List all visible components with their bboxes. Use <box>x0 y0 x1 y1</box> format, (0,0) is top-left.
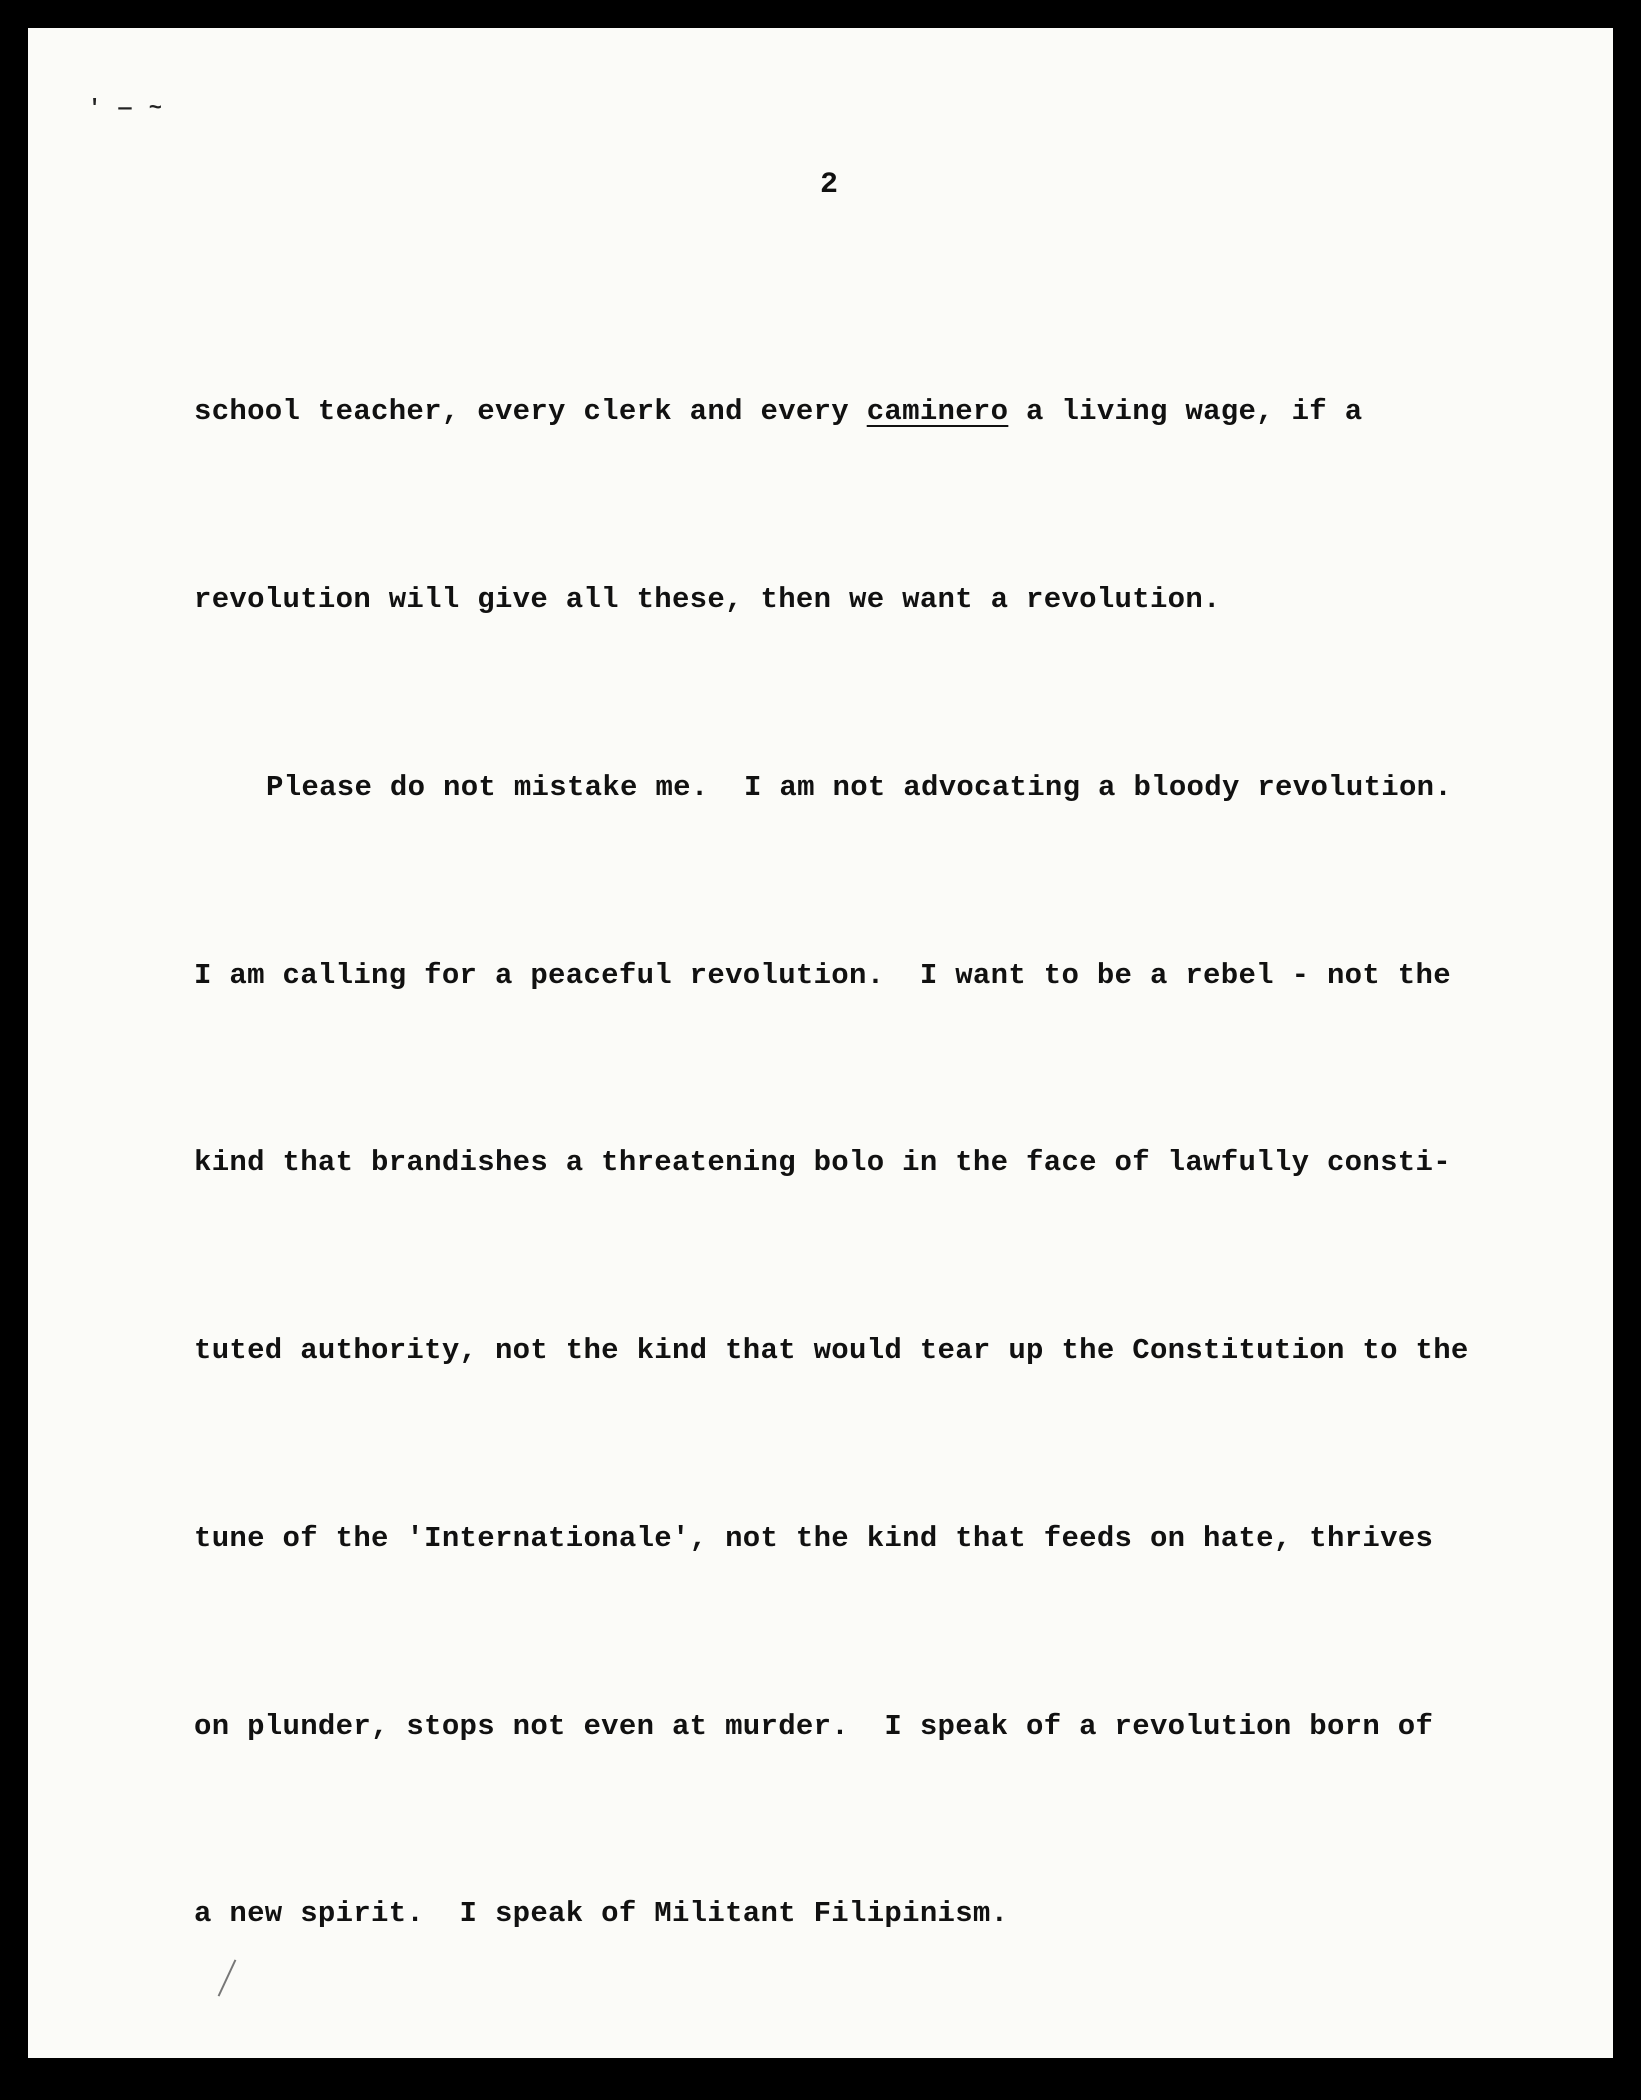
text-line: school teacher, every clerk and every caminero a living wage, if a <box>194 395 1363 429</box>
text-line: tuted authority, not the kind that would tear up the Constitution to the <box>194 1334 1469 1368</box>
text-line: a new spirit. I speak of Militant Filipinism. <box>194 1897 1009 1931</box>
text-line: kind that brandishes a threatening bolo in the face of lawfully consti- <box>194 1146 1451 1180</box>
body-text <box>194 256 1613 2058</box>
text-line: I am calling for a peaceful revolution. I want to be a rebel - not the <box>194 958 1451 992</box>
typewritten-page <box>28 28 1613 2058</box>
underlined-word: caminero <box>866 395 1009 429</box>
text-line: tune of the 'Internationale', not the kind that feeds on hate, thrives <box>194 1521 1434 1555</box>
page-number: 2 <box>820 168 839 202</box>
text-line: Please do not mistake me. I am not advocating a bloody revolution. <box>266 770 1453 804</box>
text-line: on plunder, stops not even at murder. I speak of a revolution born of <box>194 1709 1434 1743</box>
text-line: revolution will give all these, then we want a revolution. <box>194 582 1221 616</box>
corner-mark: ' — ~ <box>88 96 165 121</box>
